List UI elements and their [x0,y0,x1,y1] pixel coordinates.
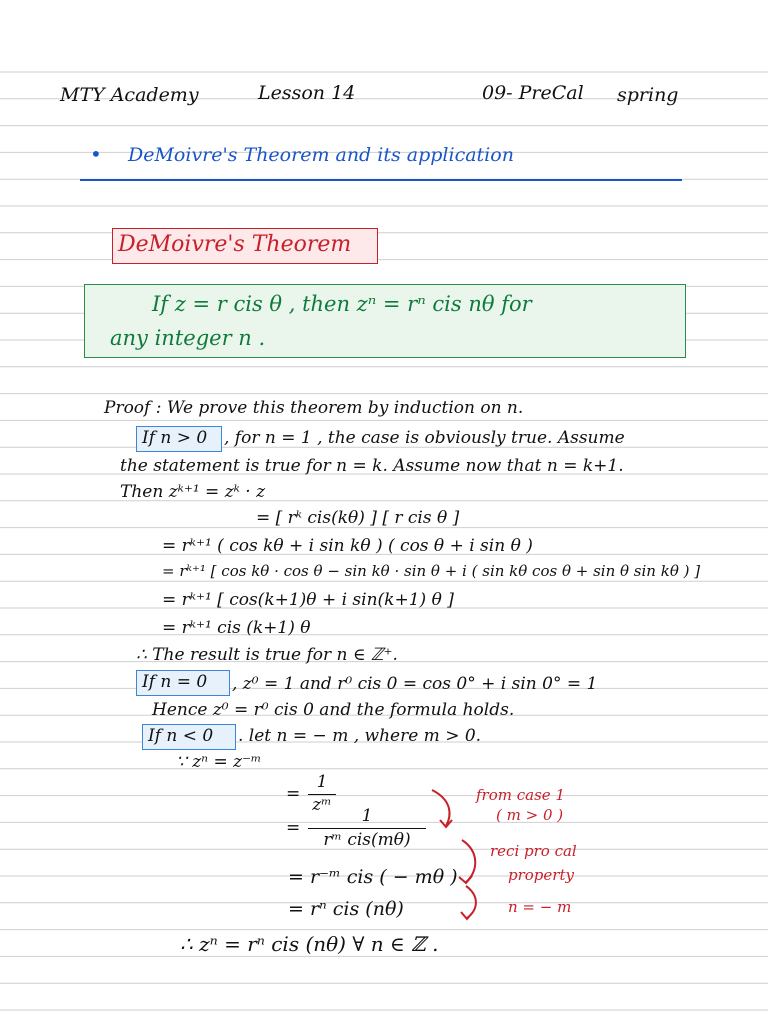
case-3-label: If n < 0 [148,726,214,746]
hence-line: Hence z⁰ = r⁰ cis 0 and the formula holds. [152,700,515,720]
fraction-2-equals: = [286,818,301,838]
theorem-line-1: If z = r cis θ , then zⁿ = rⁿ cis nθ for [152,292,532,316]
case-2-label: If n = 0 [142,672,208,692]
fraction-1-numerator: 1 [316,772,328,792]
topic-title: DeMoivre's Theorem and its application [128,144,514,166]
annotation-reciprocal: reci pro cal [490,842,577,860]
proof-intro: Proof : We prove this theorem by induction on n. [104,398,524,418]
arrow-2-icon [459,840,475,883]
fraction-1-denominator: zᵐ [312,795,332,815]
step-4: = rᵏ⁺¹ [ cos(k+1)θ + i sin(k+1) θ ] [162,590,454,610]
theorem-line-2: any integer n . [110,326,266,350]
fraction-2-bar [308,828,426,829]
fraction-2-denominator: rᵐ cis(mθ) [323,830,411,850]
step-3: = rᵏ⁺¹ [ cos kθ · cos θ − sin kθ · sin θ + i ( sin kθ cos θ + sin θ sin kθ ) ] [162,562,701,580]
topic-bullet: • [90,142,102,166]
step-1: = [ rᵏ cis(kθ) ] [ r cis θ ] [256,508,460,528]
step-negative-exponent: = r⁻ᵐ cis ( − mθ ) [288,866,458,888]
term: spring [617,84,679,106]
case-2-text: , z⁰ = 1 and r⁰ cis 0 = cos 0° + i sin 0° = 1 [232,674,598,694]
step-positive-exponent: = rⁿ cis (nθ) [288,898,404,920]
assume-line: the statement is true for n = k. Assume now that n = k+1. [120,456,624,476]
step-5: = rᵏ⁺¹ cis (k+1) θ [162,618,311,638]
then-line: Then zᵏ⁺¹ = zᵏ · z [120,482,266,502]
conclusion-positive: ∴ The result is true for n ∈ ℤ⁺. [136,645,398,665]
annotation-property: property [508,866,574,884]
case-3-text: . let n = − m , where m > 0. [238,726,482,746]
step-2: = rᵏ⁺¹ ( cos kθ + i sin kθ ) ( cos θ + i sin θ ) [162,536,533,556]
course-code: 09- PreCal [482,82,584,104]
lesson-number: Lesson 14 [258,82,356,104]
annotation-from-case: from case 1 [476,786,565,804]
final-conclusion: ∴ zⁿ = rⁿ cis (nθ) ∀ n ∈ ℤ . [180,932,439,956]
fraction-1-equals: = [286,784,301,804]
because-line: ∵ zⁿ = z⁻ᵐ [176,752,262,772]
annotation-m-positive: ( m > 0 ) [496,806,564,824]
fraction-2-numerator: 1 [361,806,373,826]
academy-name: MTY Academy [60,84,199,106]
theorem-title: DeMoivre's Theorem [118,232,352,257]
annotation-n-equals: n = − m [508,898,572,916]
case-1-label: If n > 0 [142,428,208,448]
case-1-text: , for n = 1 , the case is obviously true. Assume [224,428,625,448]
